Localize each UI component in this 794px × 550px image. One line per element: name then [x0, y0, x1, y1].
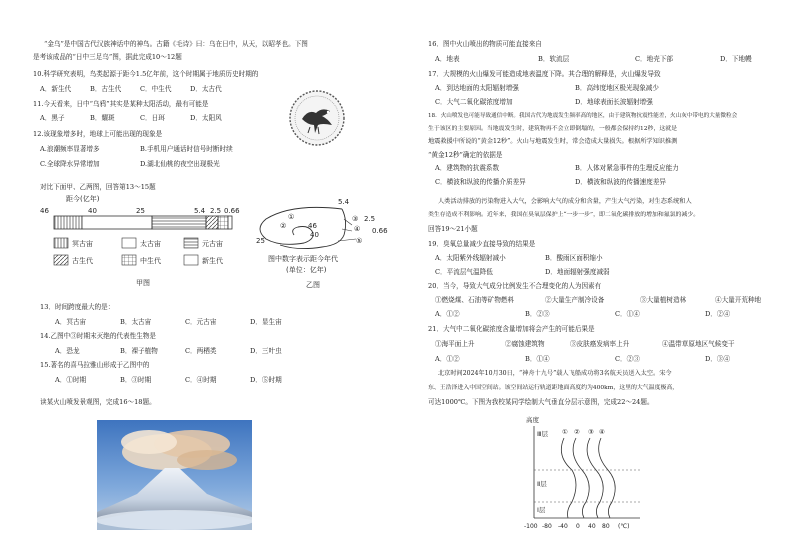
q19-option-c[interactable]: C．平流层气温降低 [435, 268, 493, 276]
tick-25: 25 [136, 207, 145, 215]
q21-option-a[interactable]: A．①② [435, 355, 460, 363]
curve-label-3: ③ [588, 428, 594, 436]
q14-option-a[interactable]: A．恐龙 [55, 347, 80, 355]
legend-mesozoic: 中生代 [140, 257, 161, 265]
q20-item-3: ③大量植树造林 [640, 296, 687, 304]
graph-y-label: 高度 [526, 416, 539, 424]
q14-option-d[interactable]: D．三叶虫 [250, 347, 282, 355]
spiral-marker-5: ⑤ [356, 237, 363, 245]
q21-option-c[interactable]: C．②③ [615, 355, 640, 363]
space-passage-line-3: 可达1000℃。下图为我校某同学绘制大气垂直分层示意图，完成22～24题。 [428, 398, 654, 406]
q13-15-intro: 对比下面甲、乙两图，回答第13～15题 [40, 183, 156, 191]
q11-option-b[interactable]: B．耀斑 [90, 114, 115, 122]
q18-option-a[interactable]: A．建筑物的抗震系数 [435, 164, 500, 172]
q20-option-a[interactable]: A．①② [435, 310, 460, 318]
q14-option-c[interactable]: C．两栖类 [185, 347, 217, 355]
layer-i: Ⅰ层 [537, 506, 546, 514]
q20-option-d[interactable]: D．②④ [705, 310, 731, 318]
curve-label-1: ① [562, 428, 568, 436]
x-tick-neg80: -80 [542, 523, 552, 530]
question-18-line-1: 18．火山喷发也可能导致通信中断。我国古代为地震发生频率高的地区，由于建筑物抗震性能差，火山灰中带电的大量微粒会 [428, 113, 738, 119]
q14-option-b[interactable]: B．裸子植物 [120, 347, 158, 355]
volcano-intro: 读某火山喷发景观图，完成16～18题。 [40, 398, 156, 406]
q16-option-a[interactable]: A．地表 [435, 55, 460, 63]
q15-option-b[interactable]: B．③时期 [120, 376, 152, 384]
q20-option-b[interactable]: B．②③ [525, 310, 550, 318]
chart-y-label: 距今(亿年) [66, 195, 100, 203]
q17-option-b[interactable]: B．高纬度地区极光现象减少 [575, 84, 659, 92]
question-21: 21．大气中二氧化碳浓度含量增加将会产生的可能后果是 [428, 325, 595, 333]
atmosphere-layer-graph [510, 414, 655, 536]
question-19: 19．臭氧总量减少直接导致的结果是 [428, 240, 536, 248]
question-15: 15.著名的喜马拉雅山形成于乙图中的 [40, 361, 150, 369]
q16-option-d[interactable]: D．下地幔 [720, 55, 752, 63]
question-18-line-3: 地震救援中所说的“黄金12秒”。火山与地震发生时，常会造成大量损失。根据所学知识推测 [428, 138, 678, 145]
q21-item-3: ③皮肤癌发病率上升 [570, 340, 630, 348]
intro-line-1: “金乌”是中国古代汉族神话中的神鸟。古籍《毛诗》曰：乌在日中，从天，以昭孝也。下图 [44, 40, 308, 48]
question-10: 10.科学研究表明，鸟类起源于距今1.5亿年前，这个时期属于地质历史时期的 [33, 70, 259, 78]
bar-paleozoic [206, 216, 218, 229]
q20-item-1: ①燃烧煤、石油等矿物燃料 [435, 296, 515, 304]
volcano-photo [97, 420, 252, 530]
legend-archean: 太古宙 [140, 240, 161, 248]
x-unit: (℃) [618, 523, 630, 530]
layer-ii: Ⅱ层 [537, 480, 547, 488]
curve-label-4: ④ [599, 428, 605, 436]
bar-proterozoic [152, 216, 206, 229]
tick-5-4: 5.4 [194, 207, 206, 215]
layer-iii: Ⅲ层 [537, 430, 548, 438]
bar-hadean [54, 216, 82, 229]
bar-archean [82, 216, 152, 229]
q13-option-d[interactable]: D．显生宙 [250, 318, 282, 326]
bar-mesozoic [218, 216, 228, 229]
tick-40: 40 [88, 207, 97, 215]
x-tick-40: 40 [588, 523, 596, 530]
bar-cenozoic [228, 216, 232, 229]
legend-hadean: 冥古宙 [72, 240, 93, 248]
x-tick-80: 80 [602, 523, 610, 530]
q15-option-c[interactable]: C．④时期 [185, 376, 217, 384]
q13-option-a[interactable]: A．冥古宙 [55, 318, 87, 326]
spiral-marker-4: ④ [354, 225, 361, 233]
spiral-40: 40 [310, 231, 319, 239]
geologic-time-bar-chart [36, 193, 286, 293]
question-16: 16．图中火山喷出的物质可能直接来自 [428, 40, 542, 48]
question-14: 14.乙图中③时期末灭绝的代表性生物是 [40, 332, 156, 340]
q20-item-2: ②大量生产制冷设备 [545, 296, 605, 304]
q17-option-c[interactable]: C．大气二氧化碳浓度增加 [435, 98, 513, 106]
q19-option-d[interactable]: D．地面辐射强度减弱 [545, 268, 610, 276]
q18-option-c[interactable]: C．横波和纵波的传播介质差异 [435, 178, 526, 186]
x-tick-neg40: -40 [558, 523, 568, 530]
q11-option-c[interactable]: C．日珥 [140, 114, 165, 122]
question-11: 11.今天看来，日中“乌鸦”其实是某种太阳活动，最有可能是 [33, 100, 209, 108]
spiral-0-66: 0.66 [372, 227, 388, 235]
q10-option-b[interactable]: B．古生代 [90, 85, 122, 93]
q11-option-a[interactable]: A．黑子 [40, 114, 65, 122]
spiral-marker-2: ② [280, 222, 287, 230]
question-17: 17．大规模的火山爆发可能造成地表温度下降。其合理的解释是，火山爆发导致 [428, 70, 661, 78]
q17-option-a[interactable]: A．到达地面的太阳辐射增强 [435, 84, 519, 92]
spiral-25: 25 [256, 237, 265, 245]
space-passage-line-2: 东、王浩泽进入中国空间站。该空间站运行轨道距地面高度约为400km，这里的大气温度极高， [428, 385, 679, 391]
x-tick-neg100: -100 [524, 523, 538, 530]
q10-option-a[interactable]: A．新生代 [40, 85, 72, 93]
intro-line-2: 是考该成品的“日中三足乌”图，据此完成10～12题 [33, 53, 182, 61]
legend-proterozoic: 元古宙 [202, 240, 223, 248]
legend-cenozoic: 新生代 [202, 257, 223, 265]
q19-option-a[interactable]: A．太阳紫外线辐射减小 [435, 254, 506, 262]
q19-option-b[interactable]: B．酸雨区面积缩小 [545, 254, 603, 262]
legend-paleozoic: 古生代 [72, 257, 93, 265]
q13-option-c[interactable]: C．元古宙 [185, 318, 217, 326]
q21-item-2: ②腐蚀建筑物 [505, 340, 545, 348]
curve-3 [587, 438, 603, 518]
question-12: 12.该现象增多时，地球上可能出现的现象是 [33, 130, 163, 138]
q16-option-c[interactable]: C．地壳下部 [635, 55, 674, 63]
q18-option-b[interactable]: B．人体对紧急事件的生理反应能力 [575, 164, 679, 172]
figure-yi-label: 乙图 [306, 281, 320, 289]
sun-crow-illustration [288, 89, 346, 147]
q13-option-b[interactable]: B．太古宙 [120, 318, 152, 326]
q21-option-d[interactable]: D．③④ [705, 355, 731, 363]
question-20: 20．当今，导致大气成分比例发生不合理变化的人为因素有 [428, 282, 602, 290]
ozone-passage-line-1: 人类活动排放的污染物进入大气，会影响大气的成分和含量，产生大气污染，对生态系统和人 [438, 198, 692, 205]
q21-option-b[interactable]: B．①④ [525, 355, 550, 363]
spiral-caption-1: 图中数字表示距今年代 [268, 255, 338, 263]
q20-item-4: ④大量开荒种地 [715, 296, 762, 304]
space-passage-line-1: 北京时间2024年10月30日，“神舟十九号”载人飞船成功将3名航天员送入太空。宋令 [438, 370, 672, 377]
q12-option-c[interactable]: C.全球降水异常增加 [40, 160, 100, 168]
right-column [400, 0, 794, 550]
spiral-caption-2: (单位：亿年) [286, 266, 327, 274]
q21-item-4: ④温带草原地区气候变干 [662, 340, 735, 348]
spiral-marker-3: ③ [352, 215, 359, 223]
curve-1 [561, 438, 576, 518]
figure-jia-label: 甲图 [136, 279, 150, 287]
q21-item-1: ①海平面上升 [435, 340, 475, 348]
tick-46: 46 [40, 207, 49, 215]
q15-option-d[interactable]: D．⑤时期 [250, 376, 282, 384]
spiral-marker-1: ① [288, 213, 295, 221]
spiral-46: 46 [308, 222, 317, 230]
q10-option-d[interactable]: D．太古代 [190, 85, 222, 93]
x-tick-0: 0 [576, 523, 580, 530]
geologic-spiral-diagram [252, 195, 400, 295]
tick-0-66: 0.66 [224, 207, 240, 215]
spiral-5-4: 5.4 [338, 198, 350, 206]
q11-option-d[interactable]: D．太阳风 [190, 114, 222, 122]
q10-option-c[interactable]: C．中生代 [140, 85, 172, 93]
curve-label-2: ② [574, 428, 580, 436]
q12-option-b[interactable]: B.手机用户通话时信号时断时续 [140, 145, 233, 153]
q20-option-c[interactable]: C．①④ [615, 310, 640, 318]
q15-option-a[interactable]: A．①时期 [55, 376, 87, 384]
spiral-2-5: 2.5 [364, 215, 376, 223]
tick-2-5: 2.5 [210, 207, 222, 215]
question-18-line-4: “黄金12秒”确定的依据是 [428, 151, 503, 159]
question-13: 13．时间跨度最大的是： [40, 303, 115, 311]
q18-option-d[interactable]: D．横波和纵波的传播速度差异 [575, 178, 667, 186]
q12-option-a[interactable]: A.浪潮频率显著增多 [40, 145, 100, 153]
ozone-passage-line-2: 类生存造成不利影响。近年来，我国在臭氧层保护上“一步一步”，即二氧化碳排放的增加和氟氯的减少。 [428, 212, 700, 218]
q19-21-intro: 回答19～21小题 [428, 225, 478, 233]
q17-option-d[interactable]: D．地球表面长波辐射增强 [575, 98, 653, 106]
q16-option-b[interactable]: B．软流层 [538, 55, 570, 63]
q12-option-d[interactable]: D.湖北仙桃的夜空出现极光 [140, 160, 220, 168]
question-18-line-2: 生于该区的主要原因。当地震发生时，建筑物再不会立即倒塌的，一般都会保持约12秒，这就是 [428, 126, 678, 132]
